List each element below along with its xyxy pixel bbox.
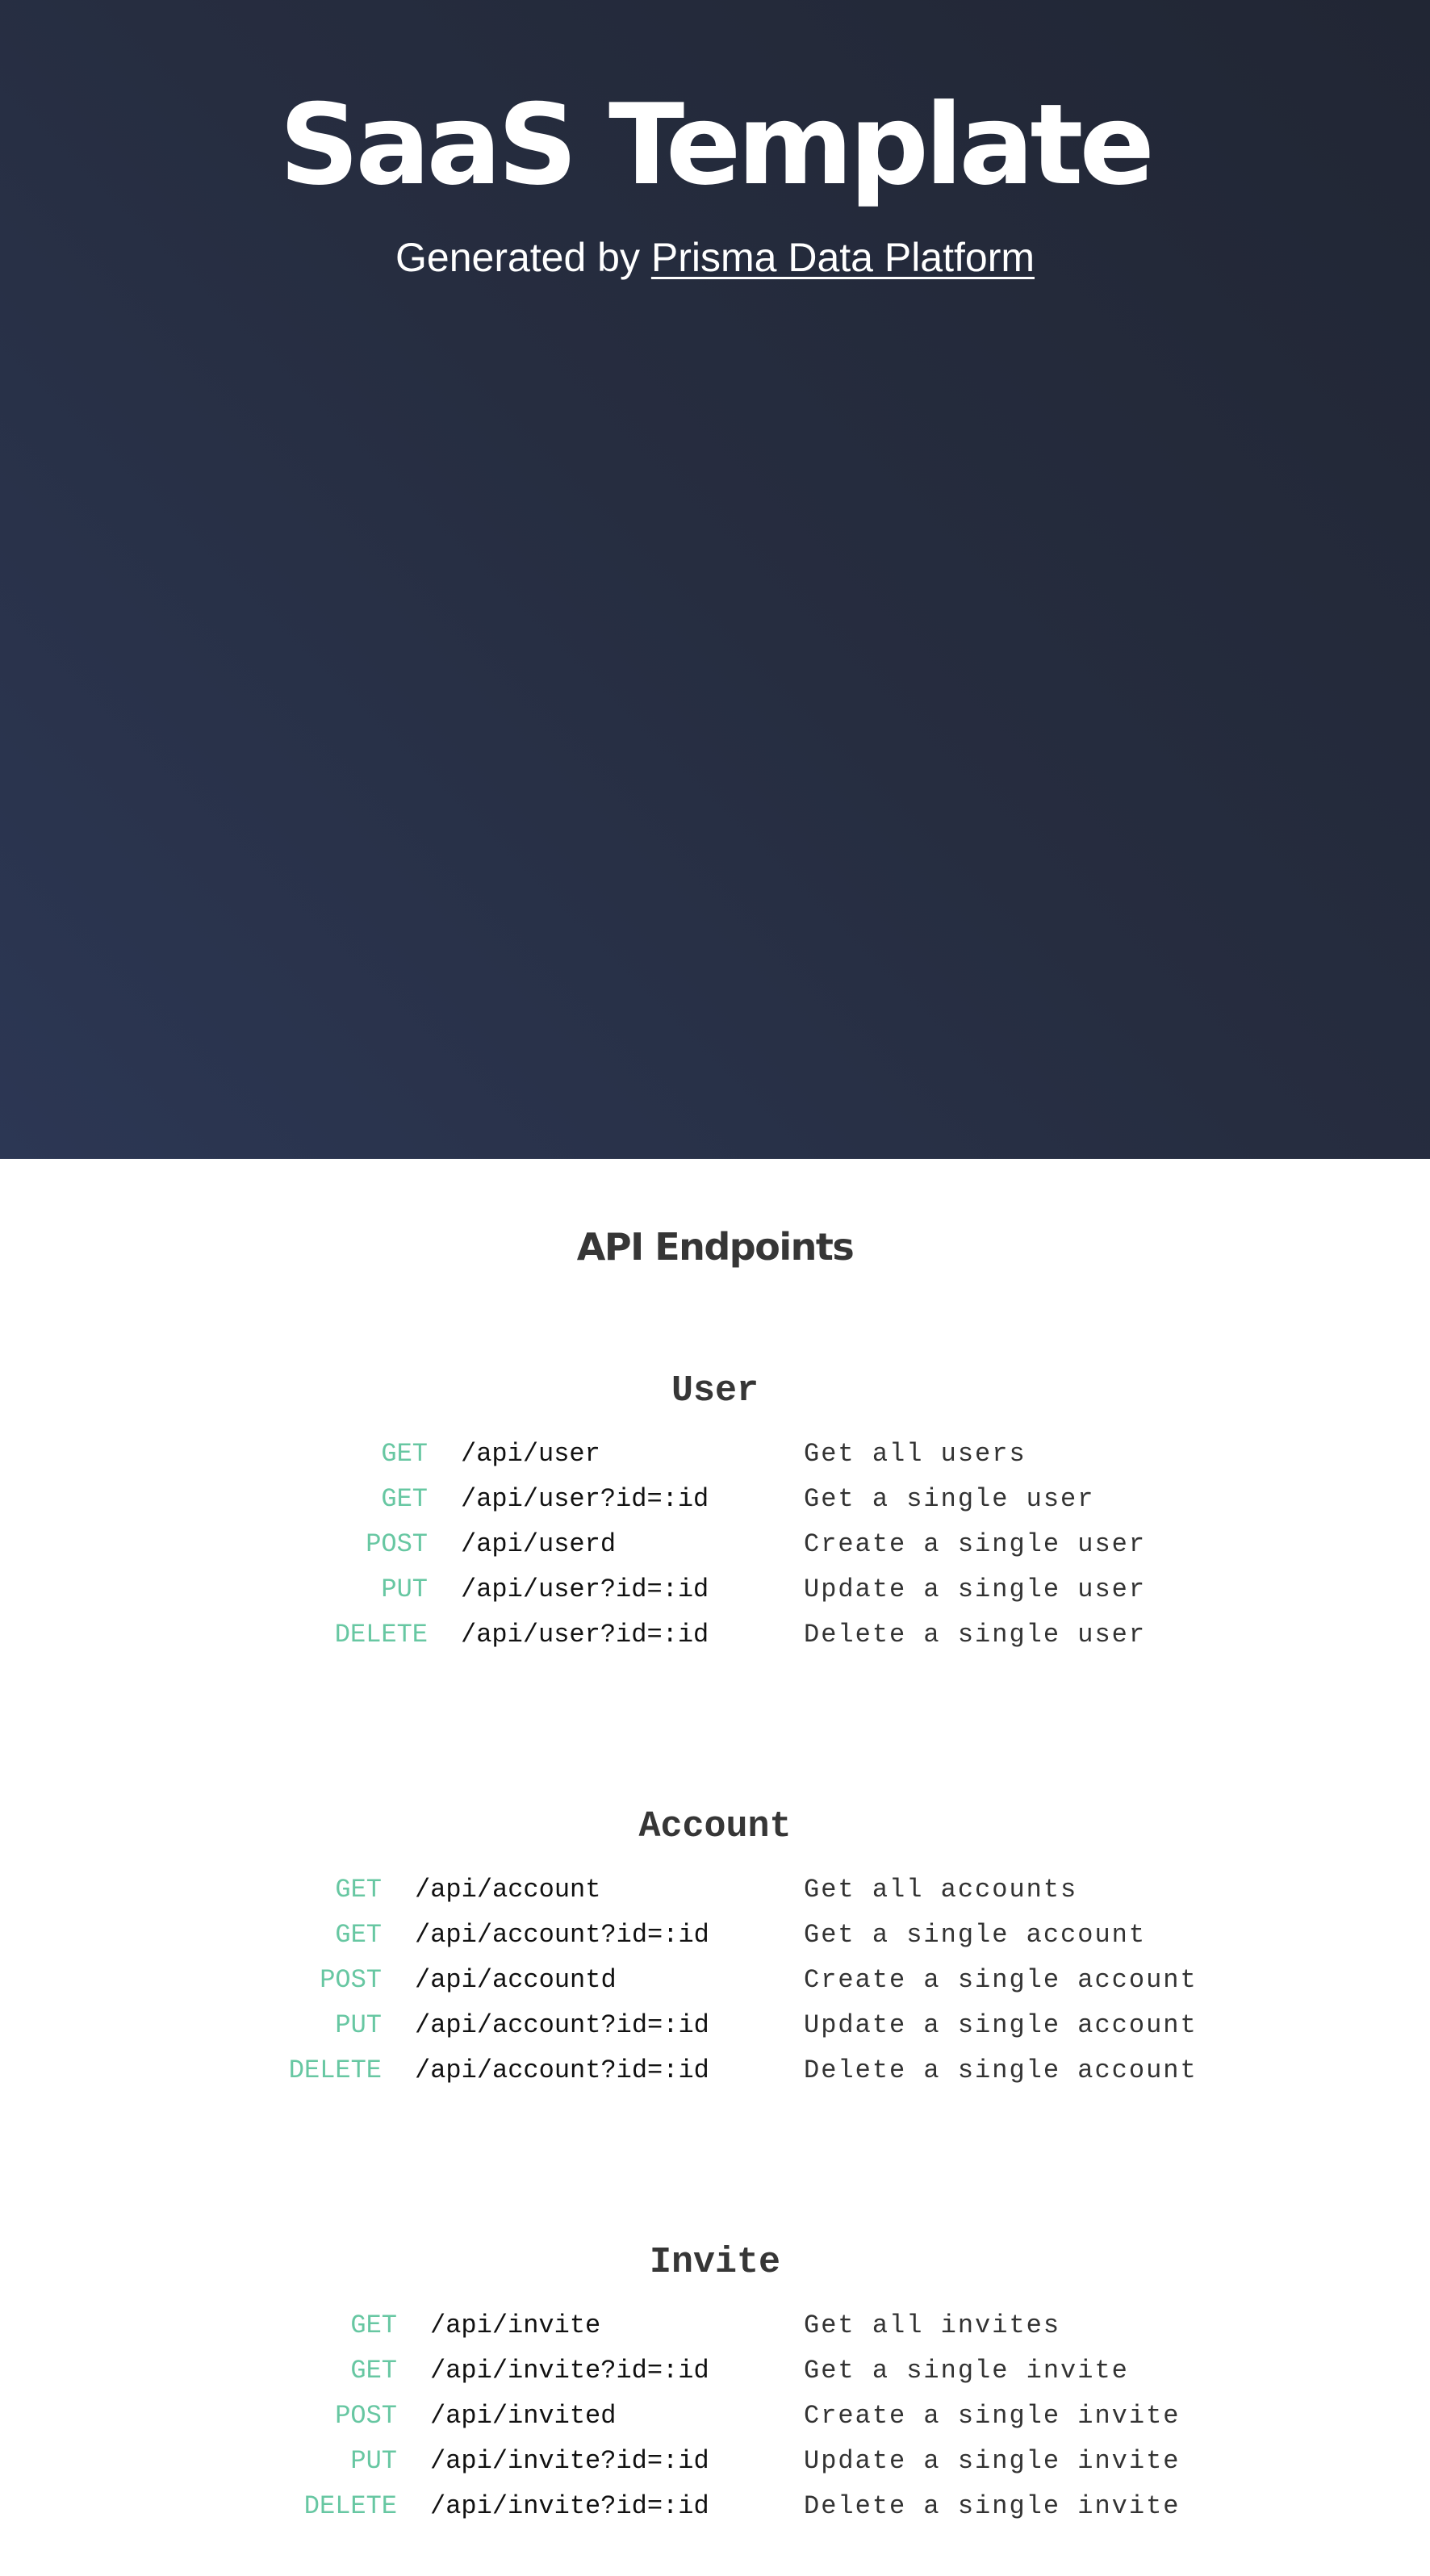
endpoint-description: Get all invites [804,2310,1061,2340]
endpoint-description: Update a single user [804,1574,1147,1604]
section-title: Invite [649,2242,781,2283]
hero-banner [0,0,1430,1159]
hero-subtitle [0,230,1430,285]
api-endpoints-heading: API Endpoints [576,1225,854,1269]
endpoint-row [0,1567,1430,1612]
http-method: POST [320,1965,382,1995]
http-method: PUT [350,2446,397,2476]
endpoint-row [0,1477,1430,1522]
http-method: GET [335,1920,382,1950]
endpoint-row [0,1913,1430,1958]
endpoint-description: Delete a single account [804,2055,1198,2085]
endpoint-description: Get a single account [804,1920,1147,1950]
endpoint-row [0,1867,1430,1913]
endpoint-row [0,2348,1430,2394]
endpoint-path: /api/account?id=:id [415,2055,709,2085]
endpoint-path: /api/invite?id=:id [430,2356,709,2386]
endpoint-path: /api/user?id=:id [461,1620,709,1650]
http-method: PUT [335,2010,382,2040]
endpoint-row [0,1958,1430,2003]
http-method: GET [381,1484,428,1514]
endpoint-row [0,2394,1430,2439]
endpoint-description: Create a single invite [804,2401,1181,2431]
endpoint-path: /api/user?id=:id [461,1574,709,1604]
http-method: DELETE [303,2491,397,2521]
endpoint-description: Delete a single invite [804,2491,1181,2521]
endpoint-row [0,1522,1430,1567]
http-method: GET [335,1875,382,1905]
endpoint-description: Update a single invite [804,2446,1181,2476]
endpoint-row [0,1612,1430,1658]
endpoint-row [0,2303,1430,2348]
endpoint-path: /api/user [461,1439,600,1469]
endpoint-path: /api/accountd [415,1965,617,1995]
endpoint-row [0,2439,1430,2484]
endpoint-path: /api/account?id=:id [415,1920,709,1950]
endpoint-path: /api/account [415,1875,601,1905]
endpoint-description: Create a single user [804,1529,1147,1559]
endpoint-row [0,2484,1430,2529]
http-method: POST [335,2401,397,2431]
http-method: GET [350,2310,397,2340]
endpoint-path: /api/invite [430,2310,601,2340]
endpoint-description: Create a single account [804,1965,1198,1995]
endpoint-description: Update a single account [804,2010,1198,2040]
endpoint-description: Get all users [804,1439,1027,1469]
endpoint-description: Delete a single user [804,1620,1147,1650]
http-method: DELETE [288,2055,382,2085]
endpoint-row [0,1432,1430,1477]
endpoint-description: Get a single invite [804,2356,1129,2386]
endpoint-row [0,2048,1430,2093]
endpoint-path: /api/invite?id=:id [430,2491,709,2521]
section-title: User [671,1370,759,1411]
prisma-platform-link[interactable]: Prisma Data Platform [650,235,1035,280]
endpoint-description: Get all accounts [804,1875,1078,1905]
http-method: GET [381,1439,428,1469]
section-title: Account [638,1806,792,1847]
http-method: GET [350,2356,397,2386]
endpoint-description: Get a single user [804,1484,1095,1514]
endpoint-path: /api/invite?id=:id [430,2446,709,2476]
endpoint-path: /api/userd [461,1529,617,1559]
endpoint-path: /api/account?id=:id [415,2010,709,2040]
http-method: DELETE [334,1620,428,1650]
endpoint-row [0,2003,1430,2048]
http-method: POST [366,1529,428,1559]
http-method: PUT [381,1574,428,1604]
page-title: SaaS Template [278,80,1152,210]
endpoint-path: /api/invited [430,2401,617,2431]
subtitle-prefix: Generated by [395,235,651,280]
endpoint-path: /api/user?id=:id [461,1484,709,1514]
